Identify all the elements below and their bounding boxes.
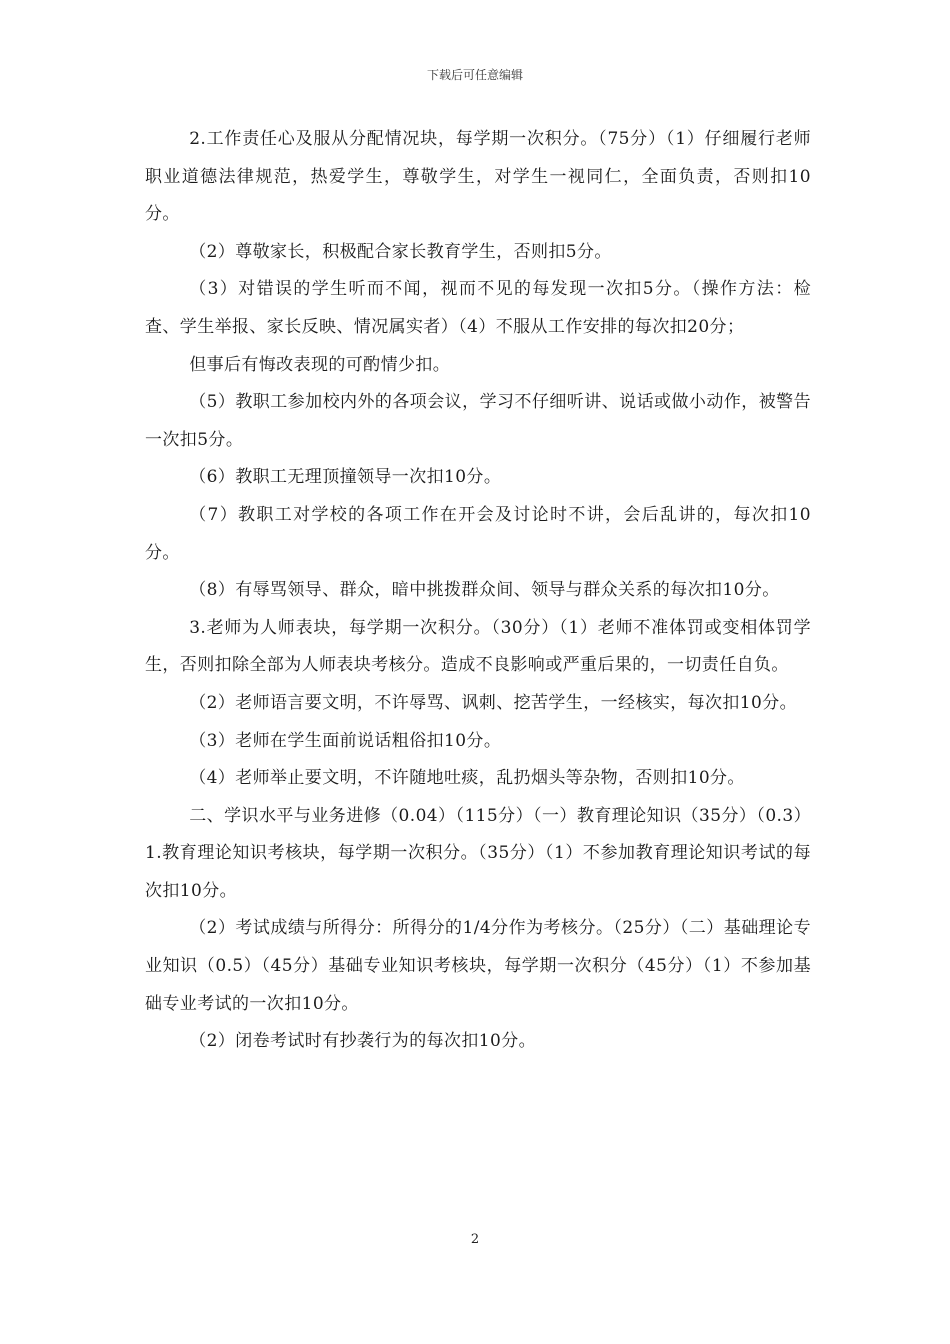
page-number: 2 (470, 1232, 480, 1247)
paragraph: （2）老师语言要文明，不许辱骂、讽刺、挖苦学生，一经核实，每次扣10分。 (189, 692, 798, 713)
paragraph: （3）对错误的学生听而不闻，视而不见的每发现一次扣5分。（操作方法：检查、学生举报、家长反映、情况属实者）（4）不服从工作安排的每次扣20分； (145, 279, 811, 337)
paragraph: 3.老师为人师表块，每学期一次积分。（30分）（1）老师不准体罚或变相体罚学生，否则扣除全部为人师表块考核分。造成不良影响或严重后果的，一切责任自负。 (145, 617, 811, 676)
paragraph: （2）考试成绩与所得分：所得分的1/4分作为考核分。（25分）（二）基础理论专业知识（0.5）（45分）基础专业知识考核块，每学期一次积分（45分）（1）不参加基础专业考试的一次扣10分。 (145, 918, 811, 1014)
paragraph: （8）有辱骂领导、群众，暗中挑拨群众间、领导与群众关系的每次扣10分。 (189, 580, 780, 601)
paragraph: （4）老师举止要文明，不许随地吐痰，乱扔烟头等杂物，否则扣10分。 (189, 768, 745, 789)
paragraph: （6）教职工无理顶撞领导一次扣10分。 (189, 467, 502, 488)
paragraph: （2）闭卷考试时有抄袭行为的每次扣10分。 (189, 1031, 537, 1052)
paragraph: （3）老师在学生面前说话粗俗扣10分。 (189, 730, 502, 751)
paragraph: 但事后有悔改表现的可酌情少扣。 (189, 354, 451, 375)
paragraph: （7）教职工对学校的各项工作在开会及讨论时不讲，会后乱讲的，每次扣10分。 (145, 504, 811, 563)
paragraph: 二、学识水平与业务进修（0.04）（115分）（一）教育理论知识（35分）（0.3）1.教育理论知识考核块，每学期一次积分。（35分）（1）不参加教育理论知识考试的每次扣10分。 (145, 805, 811, 901)
document-body (145, 121, 811, 1061)
paragraph: 2.工作责任心及服从分配情况块，每学期一次积分。（75分）（1）仔细履行老师职业道德法律规范，热爱学生，尊敬学生，对学生一视同仁，全面负责，否则扣10分。 (145, 129, 811, 225)
paragraph: （5）教职工参加校内外的各项会议，学习不仔细听讲、说话或做小动作，被警告一次扣5分。 (145, 392, 811, 450)
page-header-note: 下载后可任意编辑 (426, 68, 523, 82)
paragraph: （2）尊敬家长，积极配合家长教育学生，否则扣5分。 (189, 241, 612, 262)
